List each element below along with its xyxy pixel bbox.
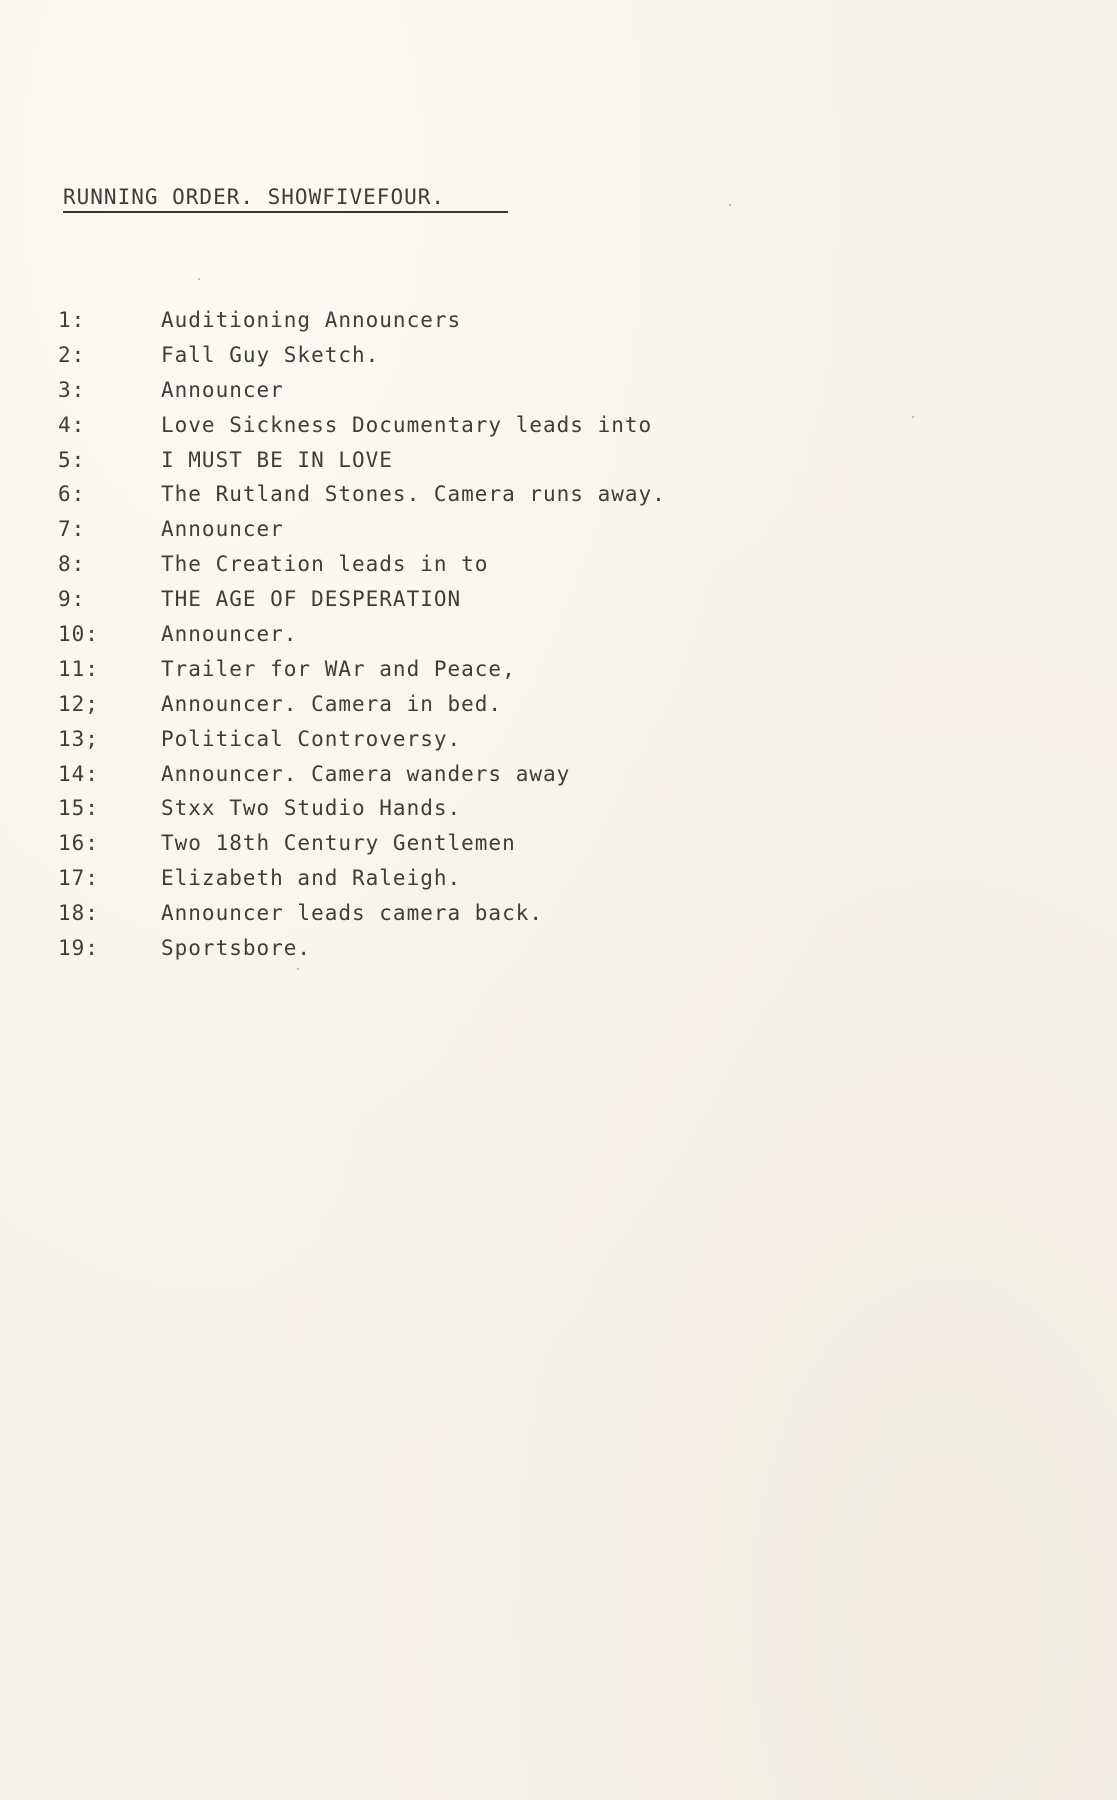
item-number: 5:: [58, 447, 86, 472]
item-number: 8:: [58, 552, 86, 577]
item-number: 6:: [58, 482, 86, 507]
item-text: The Rutland Stones. Camera runs away.: [161, 482, 666, 507]
item-text: Two 18th Century Gentlemen: [161, 831, 516, 856]
item-number: 12;: [58, 691, 99, 716]
item-number: 3:: [58, 377, 86, 402]
list-item: [58, 652, 666, 687]
item-number: 9:: [58, 587, 86, 612]
item-number: 16:: [58, 831, 99, 856]
item-text: Announcer. Camera in bed.: [161, 691, 503, 716]
list-item: [58, 687, 666, 722]
item-text: Auditioning Announcers: [161, 308, 462, 332]
item-text: Announcer: [161, 377, 284, 402]
list-item: [58, 547, 666, 582]
item-number: 15:: [58, 796, 99, 821]
item-number: 13;: [58, 726, 99, 751]
paper-speck: [297, 968, 299, 970]
item-number: 14:: [58, 761, 99, 786]
item-number: 4:: [58, 412, 86, 437]
list-item: [58, 303, 666, 338]
heading-suffix: FOUR.: [376, 185, 446, 209]
list-item: [58, 861, 666, 896]
item-number: 17:: [58, 866, 99, 891]
paper-speck: [912, 416, 914, 418]
item-text: THE AGE OF DESPERATION: [161, 587, 462, 612]
list-item: [58, 408, 666, 443]
list-item: [58, 512, 666, 547]
list-item: [58, 617, 666, 652]
list-item: [58, 443, 666, 478]
item-text: Love Sickness Documentary leads into: [161, 412, 653, 437]
item-number: 1:: [58, 308, 86, 332]
item-text: The Creation leads in to: [161, 552, 489, 577]
item-text: Announcer. Camera wanders away: [161, 761, 571, 786]
list-item: [58, 757, 666, 792]
list-item: [58, 931, 666, 966]
item-text: Political Controversy.: [161, 726, 462, 751]
item-text: I MUST BE IN LOVE: [161, 447, 393, 472]
paper-speck: [198, 278, 200, 280]
heading-overtyped-word: FIVE: [322, 185, 377, 209]
item-text: Sportsbore.: [161, 936, 312, 961]
item-number: 2:: [58, 342, 86, 367]
item-number: 7:: [58, 517, 86, 542]
list-item: [58, 896, 666, 931]
heading-prefix: RUNNING ORDER. SHOW: [63, 185, 323, 209]
list-item: [58, 582, 666, 617]
item-text: Trailer for WAr and Peace,: [161, 656, 516, 681]
running-order-list: [58, 303, 666, 966]
paper-speck: [729, 204, 731, 206]
item-text: Stxx Two Studio Hands.: [161, 796, 462, 821]
item-text: Elizabeth and Raleigh.: [161, 866, 462, 891]
list-item: [58, 338, 666, 373]
item-number: 10:: [58, 622, 99, 647]
list-item: [58, 722, 666, 757]
list-item: [58, 373, 666, 408]
item-text: Announcer.: [161, 622, 298, 647]
item-text: Announcer leads camera back.: [161, 901, 544, 926]
item-number: 19:: [58, 936, 99, 961]
item-text: Fall Guy Sketch.: [161, 342, 380, 367]
item-number: 18:: [58, 901, 99, 926]
list-item: [58, 791, 666, 826]
item-number: 11:: [58, 656, 99, 681]
item-text: Announcer: [161, 517, 284, 542]
heading-underline: [63, 211, 508, 213]
list-item: [58, 477, 666, 512]
list-item: [58, 826, 666, 861]
running-order-heading: [63, 184, 523, 210]
